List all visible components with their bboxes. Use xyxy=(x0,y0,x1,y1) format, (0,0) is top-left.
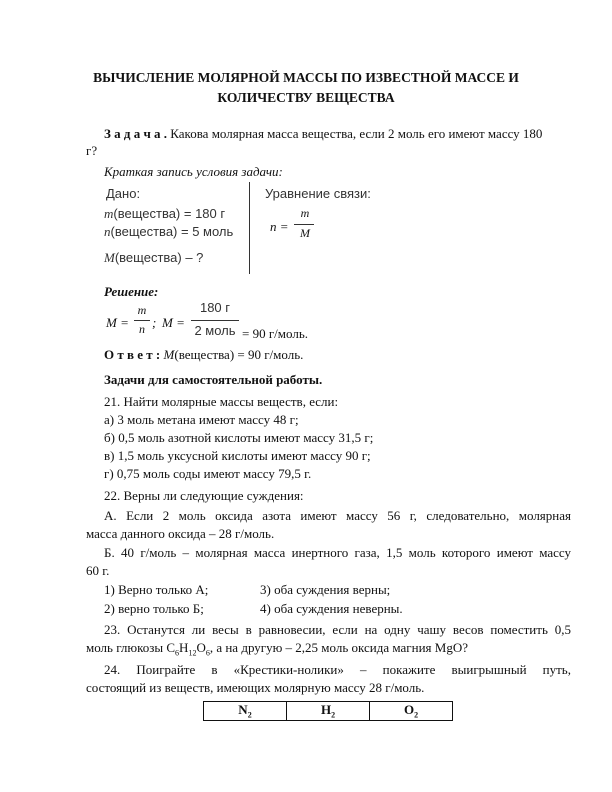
formula2-numerator: 180 г xyxy=(199,300,231,315)
q21-c: в) 1,5 моль уксусной кислоты имеют массу 90 г; xyxy=(104,448,371,463)
answer-line xyxy=(104,347,303,363)
table-row xyxy=(204,702,453,721)
q23-text-d: , а на другую – 2,25 моль оксида магния MgO? xyxy=(209,640,468,655)
page-title-line1: ВЫЧИСЛЕНИЕ МОЛЯРНОЙ МАССЫ ПО ИЗВЕСТНОЙ МАССЕ И xyxy=(93,70,519,85)
tic-tac-toe-table xyxy=(203,701,453,721)
given-header: Дано: xyxy=(106,186,141,201)
q24-line2: состоящий из веществ, имеющих молярную массу 28 г/моль. xyxy=(86,680,425,695)
cell-n2-symbol: N xyxy=(238,702,248,717)
formula1-lhs: M = xyxy=(106,315,129,330)
cell-n2-sub: 2 xyxy=(247,710,252,720)
task-text2: г? xyxy=(86,143,98,158)
brief-label: Краткая запись условия задачи: xyxy=(104,164,283,179)
q23-text-b: H xyxy=(179,640,189,655)
formula1-numerator: m xyxy=(137,303,147,317)
answer-text: (вещества) = 90 г/моль. xyxy=(174,347,304,362)
given-amount-symbol: n xyxy=(104,224,111,239)
relation-denominator: M xyxy=(300,226,310,240)
q22-intro: 22. Верны ли следующие суждения: xyxy=(104,488,304,503)
q24-line1: 24. Поиграйте в «Крестики-нолики» – покажите выигрышный путь, xyxy=(104,662,571,677)
q23-line1: 23. Останутся ли весы в равновесии, если на одну чашу весов поместить 0,5 xyxy=(104,622,571,637)
q23-sub1: 6 xyxy=(175,648,180,658)
relation-header: Уравнение связи: xyxy=(265,186,371,201)
q22-a-line1: А. Если 2 моль оксида азота имеют массу 56 г, следовательно, молярная xyxy=(104,508,571,523)
q21-d: г) 0,75 моль соды имеют массу 79,5 г. xyxy=(104,466,312,481)
relation-lhs: n = xyxy=(270,219,289,234)
table-cell-o2 xyxy=(370,702,453,721)
self-work-header: Задачи для самостоятельной работы. xyxy=(104,372,323,387)
table-cell-n2 xyxy=(204,702,287,721)
answer-symbol: M xyxy=(163,347,175,362)
given-mass-symbol: m xyxy=(104,206,114,221)
given-find-text: (вещества) – ? xyxy=(114,250,204,265)
task-label: З а д а ч а . xyxy=(104,126,168,141)
q22-option1: 1) Верно только А; xyxy=(104,582,209,597)
given-amount-text: (вещества) = 5 моль xyxy=(110,224,234,239)
cell-o2-sub: 2 xyxy=(414,710,419,720)
given-mass-text: (вещества) = 180 г xyxy=(113,206,226,221)
solution-result: = 90 г/моль. xyxy=(242,326,308,341)
given-find xyxy=(104,250,203,266)
q23-sub2: 12 xyxy=(188,648,197,658)
q23-text-c: O xyxy=(196,640,206,655)
q22-option4: 4) оба суждения неверны. xyxy=(260,601,403,616)
given-mass xyxy=(104,206,225,222)
cell-h2-sub: 2 xyxy=(331,710,336,720)
q22-b-line1: Б. 40 г/моль – молярная масса инертного газа, 1,5 моль которого имеют массу xyxy=(104,545,571,560)
formula2-fraction-bar xyxy=(191,320,239,321)
given-amount xyxy=(104,224,233,240)
formula1-denominator: n xyxy=(139,322,145,336)
q23-sub3: 6 xyxy=(205,648,210,658)
relation-numerator: m xyxy=(300,206,310,220)
task-text1: Какова молярная масса вещества, если 2 моль его имеют массу 180 xyxy=(167,126,543,141)
q21-a: а) 3 моль метана имеют массу 48 г; xyxy=(104,412,299,427)
brief-divider xyxy=(249,182,250,274)
formula-separator: ; xyxy=(152,315,157,330)
q23-text-a: моль глюкозы C xyxy=(86,640,176,655)
q21-intro: 21. Найти молярные массы веществ, если: xyxy=(104,394,339,409)
formula2-denominator: 2 моль xyxy=(194,323,236,338)
task-line1 xyxy=(104,126,542,142)
q22-b-line2: 60 г. xyxy=(86,563,110,578)
formula2-lhs: M = xyxy=(162,315,185,330)
page-title-line2: КОЛИЧЕСТВУ ВЕЩЕСТВА xyxy=(217,90,395,105)
table-cell-h2 xyxy=(287,702,370,721)
relation-fraction-bar xyxy=(294,224,314,225)
q22-option2: 2) верно только Б; xyxy=(104,601,204,616)
given-find-symbol: M xyxy=(104,250,115,265)
solution-label: Решение: xyxy=(104,284,159,299)
formula1-fraction-bar xyxy=(134,320,150,321)
q22-a-line2: масса данного оксида – 28 г/моль. xyxy=(86,526,275,541)
cell-h2-symbol: H xyxy=(320,702,332,717)
cell-o2-symbol: O xyxy=(403,702,415,717)
q22-option3: 3) оба суждения верны; xyxy=(260,582,391,597)
q23-line2 xyxy=(86,640,468,658)
answer-label: О т в е т : xyxy=(104,347,161,362)
q21-b: б) 0,5 моль азотной кислоты имеют массу 31,5 г; xyxy=(104,430,374,445)
